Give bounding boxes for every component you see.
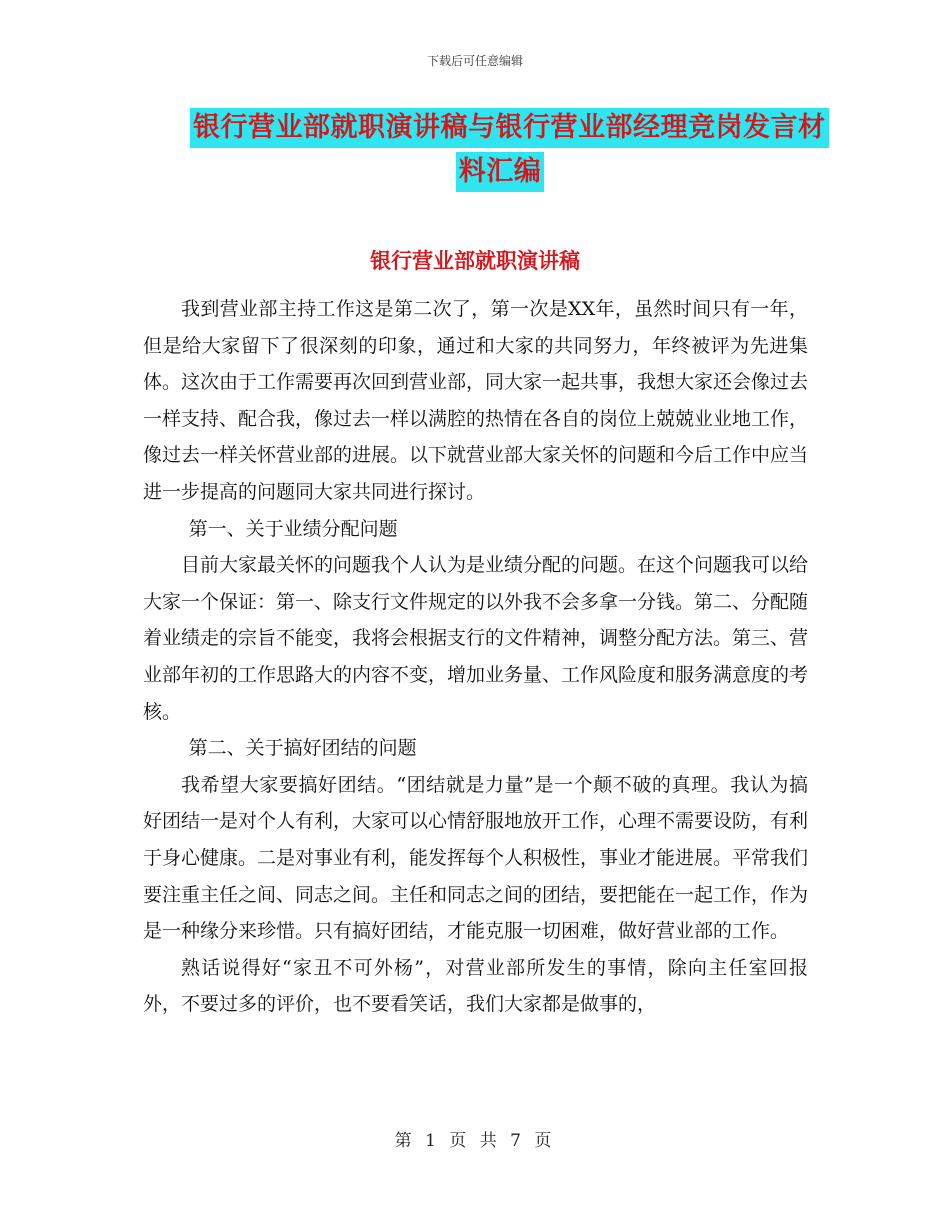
title-line-2: 料汇编 (456, 152, 545, 192)
subheading-unity: 第二、关于搞好团结的问题 (188, 737, 417, 760)
page-footer: 第 1 页 共 7 页 (394, 1131, 556, 1151)
subheading-performance-allocation: 第一、关于业绩分配问题 (188, 517, 398, 540)
title-line-1: 银行营业部就职演讲稿与银行营业部经理竞岗发言材 (190, 108, 829, 148)
paragraph-intro: 我到营业部主持工作这是第二次了，第一次是XX年，虽然时间只有一年，但是给大家留下了很深刻的印象，通过和大家的共同努力，年终被评为先进集体。这次由于工作需要再次回到营业部，同大家一起共事，我想大家还会像过去一样支持、配合我，像过去一样以满腔的热情在各自的岗位上兢兢业业地工作，像过去一样关怀营业部的进展。以下就营业部大家关怀的问题和今后工作中应当进一步提高的问题同大家共同进行探讨。 (143, 298, 809, 503)
body-text (143, 291, 808, 1023)
section-heading: 银行营业部就职演讲稿 (370, 248, 580, 273)
page-header: 下载后可任意编辑 (426, 54, 523, 68)
paragraph-family-matters: 熟话说得好“家丑不可外杨”，对营业部所发生的事情，除向主任室回报外，不要过多的评价，也不要看笑话，我们大家都是做事的， (143, 956, 808, 1016)
paragraph-performance-allocation: 目前大家最关怀的问题我个人认为是业绩分配的问题。在这个问题我可以给大家一个保证：第一、除支行文件规定的以外我不会多拿一分钱。第二、分配随着业绩走的宗旨不能变，我将会根据支行的文件精神，调整分配方法。第三、营业部年初的工作思路大的内容不变，增加业务量、工作风险度和服务满意度的考核。 (143, 554, 809, 723)
paragraph-unity: 我希望大家要搞好团结。“团结就是力量”是一个颠不破的真理。我认为搞好团结一是对个人有利，大家可以心情舒服地放开工作，心理不需要设防，有利于身心健康。二是对事业有利，能发挥每个人积极性，事业才能进展。平常我们要注重主任之间、同志之间。主任和同志之间的团结，要把能在一起工作，作为是一种缘分来珍惜。只有搞好团结，才能克服一切困难，做好营业部的工作。 (143, 773, 809, 943)
document-title (190, 108, 826, 192)
